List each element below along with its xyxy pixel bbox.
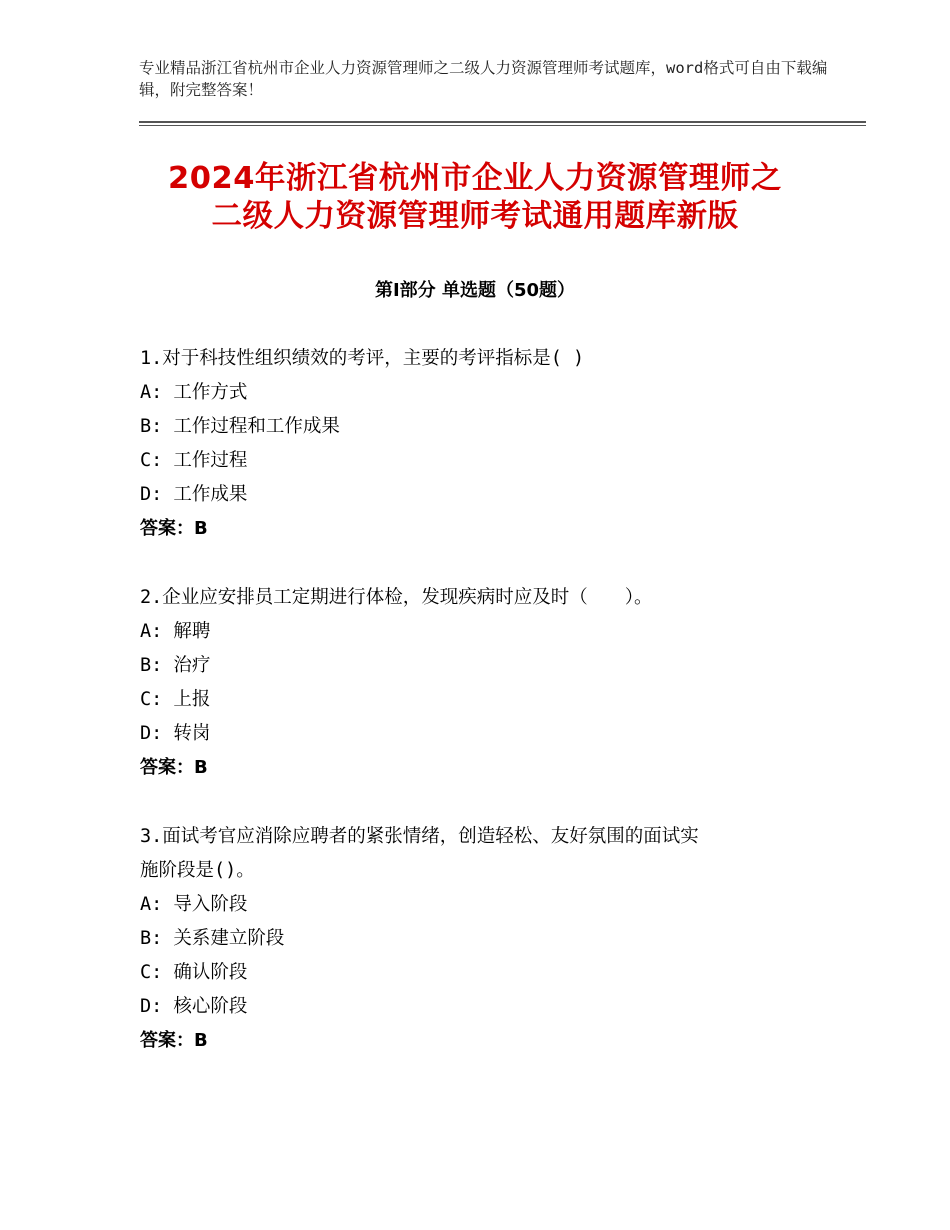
section-heading: 第Ⅰ部分 单选题（50题） <box>374 280 575 301</box>
question-1 <box>140 342 820 546</box>
document-title-line-2: 二级人力资源管理师考试通用题库新版 <box>211 199 739 234</box>
option-a: A: 工作方式 <box>140 382 248 403</box>
answer: 答案：B <box>140 1030 208 1051</box>
option-d: D: 核心阶段 <box>140 996 248 1017</box>
answer: 答案：B <box>140 757 208 778</box>
question-stem: 2.企业应安排员工定期进行体检，发现疾病时应及时（ ）。 <box>140 587 653 608</box>
option-a: A: 导入阶段 <box>140 894 248 915</box>
option-a: A: 解聘 <box>140 621 211 642</box>
option-c: C: 工作过程 <box>140 450 248 471</box>
option-d: D: 工作成果 <box>140 484 248 505</box>
document-title-line-1: 2024年浙江省杭州市企业人力资源管理师之 <box>168 161 782 196</box>
question-stem-line-2: 施阶段是()。 <box>140 860 255 881</box>
question-stem: 1.对于科技性组织绩效的考评，主要的考评指标是( ) <box>140 348 585 369</box>
option-c: C: 确认阶段 <box>140 962 248 983</box>
question-2 <box>140 581 820 785</box>
option-b: B: 工作过程和工作成果 <box>140 416 340 437</box>
option-d: D: 转岗 <box>140 723 211 744</box>
option-c: C: 上报 <box>140 689 211 710</box>
option-b: B: 关系建立阶段 <box>140 928 285 949</box>
question-stem-line-1: 3.面试考官应消除应聘者的紧张情绪，创造轻松、友好氛围的面试实 <box>140 826 699 847</box>
header-rule-thick <box>139 121 866 123</box>
header-rule-thin <box>139 125 866 126</box>
question-3 <box>140 820 820 1058</box>
header-note: 专业精品浙江省杭州市企业人力资源管理师之二级人力资源管理师考试题库，word格式可自由下载编辑，附完整答案！ <box>139 59 828 99</box>
answer: 答案：B <box>140 518 208 539</box>
option-b: B: 治疗 <box>140 655 211 676</box>
document-title <box>100 160 850 236</box>
